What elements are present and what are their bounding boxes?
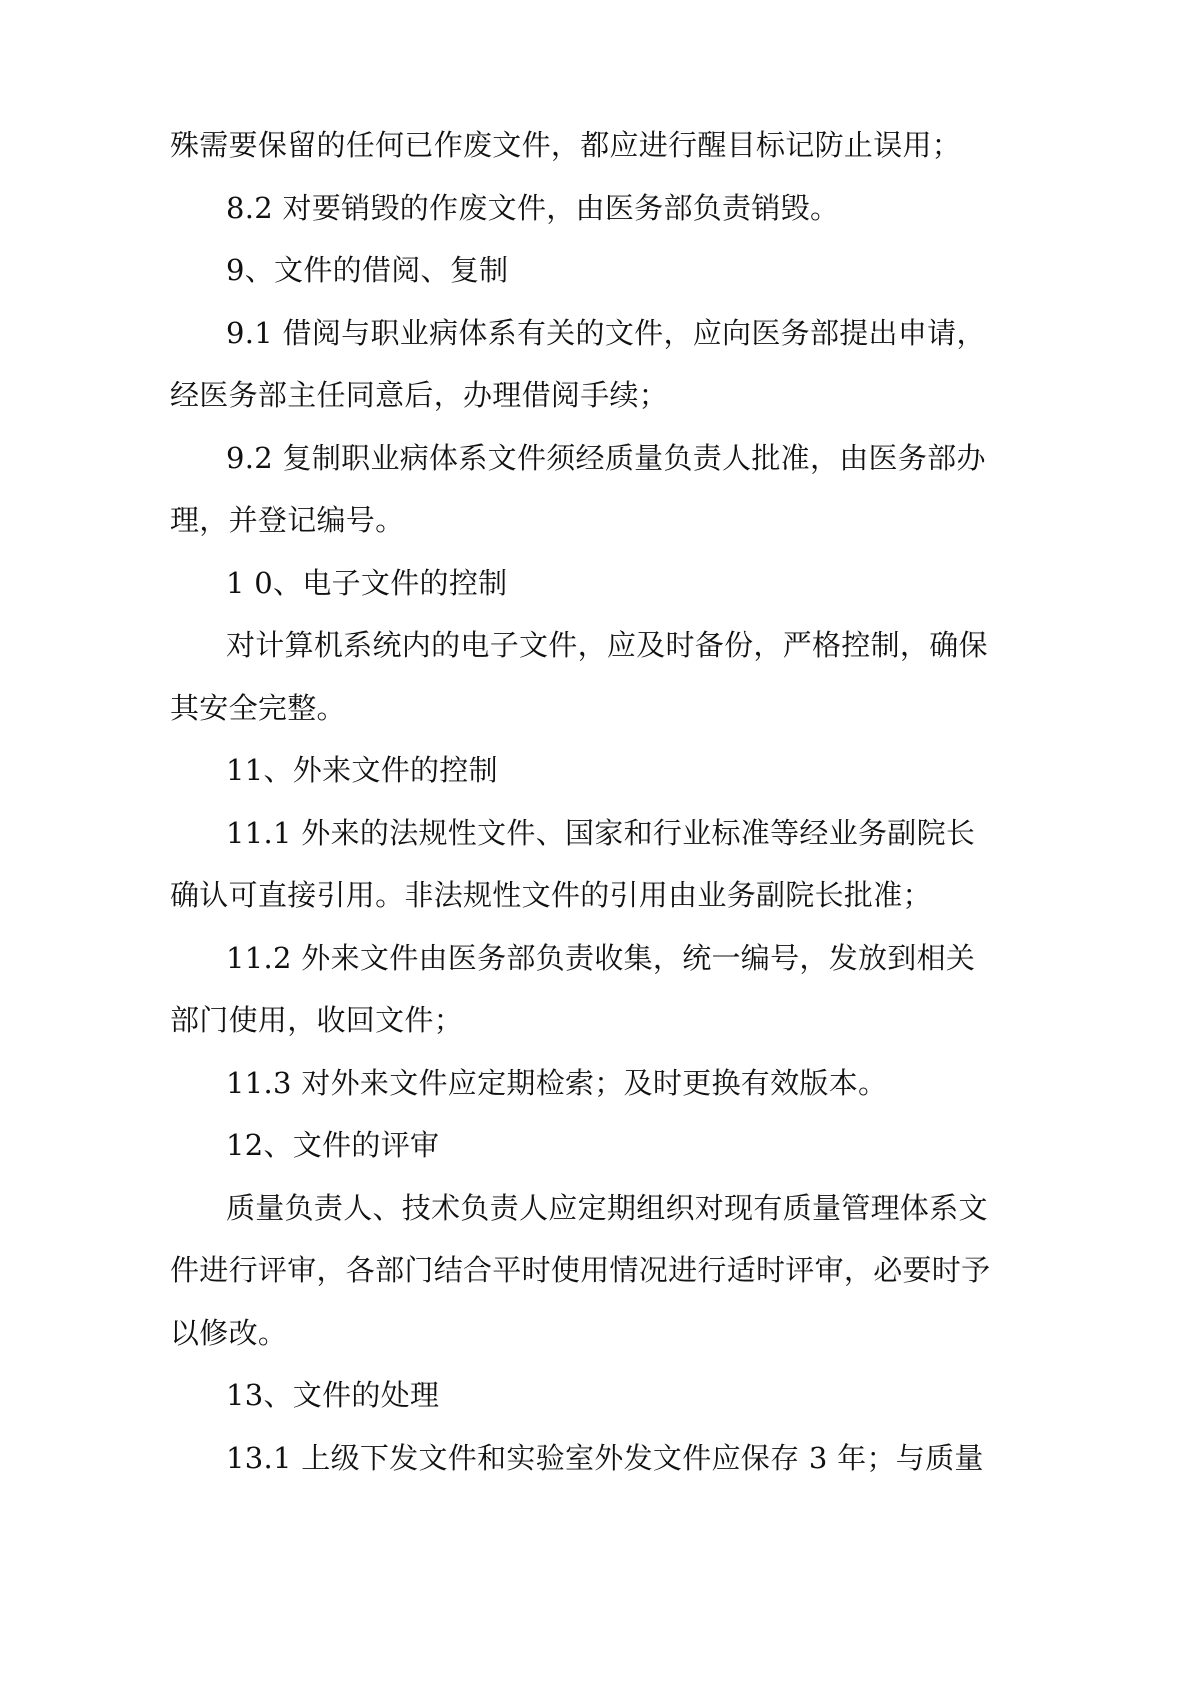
text-line: 13.1 上级下发文件和实验室外发文件应保存 3 年；与质量 [226, 1440, 984, 1475]
text-line: 以修改。 [170, 1315, 288, 1350]
text-line: 件进行评审，各部门结合平时使用情况进行适时评审，必要时予 [170, 1253, 991, 1287]
section-heading: 11、外来文件的控制 [226, 753, 498, 787]
text-line: 理，并登记编号。 [170, 503, 405, 537]
section-heading: 12、文件的评审 [226, 1128, 440, 1162]
text-line: 部门使用，收回文件； [170, 1003, 464, 1037]
text-line: 确认可直接引用。非法规性文件的引用由业务副院长批准； [170, 878, 932, 912]
section-heading: 9、文件的借阅、复制 [226, 253, 509, 287]
text-line: 经医务部主任同意后，办理借阅手续； [170, 378, 669, 412]
section-heading: 13、文件的处理 [226, 1378, 440, 1412]
section-heading: 1 0、电子文件的控制 [226, 565, 508, 600]
text-line: 11.3 对外来文件应定期检索；及时更换有效版本。 [226, 1065, 888, 1100]
text-line: 11.2 外来文件由医务部负责收集，统一编号，发放到相关 [226, 940, 976, 975]
text-line: 对计算机系统内的电子文件，应及时备份，严格控制，确保 [226, 628, 988, 662]
text-line: 9.1 借阅与职业病体系有关的文件，应向医务部提出申请， [226, 315, 986, 350]
text-line: 其安全完整。 [170, 690, 346, 725]
text-line: 11.1 外来的法规性文件、国家和行业标准等经业务副院长 [226, 815, 976, 850]
text-line: 殊需要保留的任何已作废文件，都应进行醒目标记防止误用； [170, 128, 962, 162]
text-line: 8.2 对要销毁的作废文件，由医务部负责销毁。 [226, 190, 840, 225]
text-line: 质量负责人、技术负责人应定期组织对现有质量管理体系文 [226, 1190, 988, 1225]
text-line: 9.2 复制职业病体系文件须经质量负责人批准，由医务部办 [226, 440, 986, 475]
